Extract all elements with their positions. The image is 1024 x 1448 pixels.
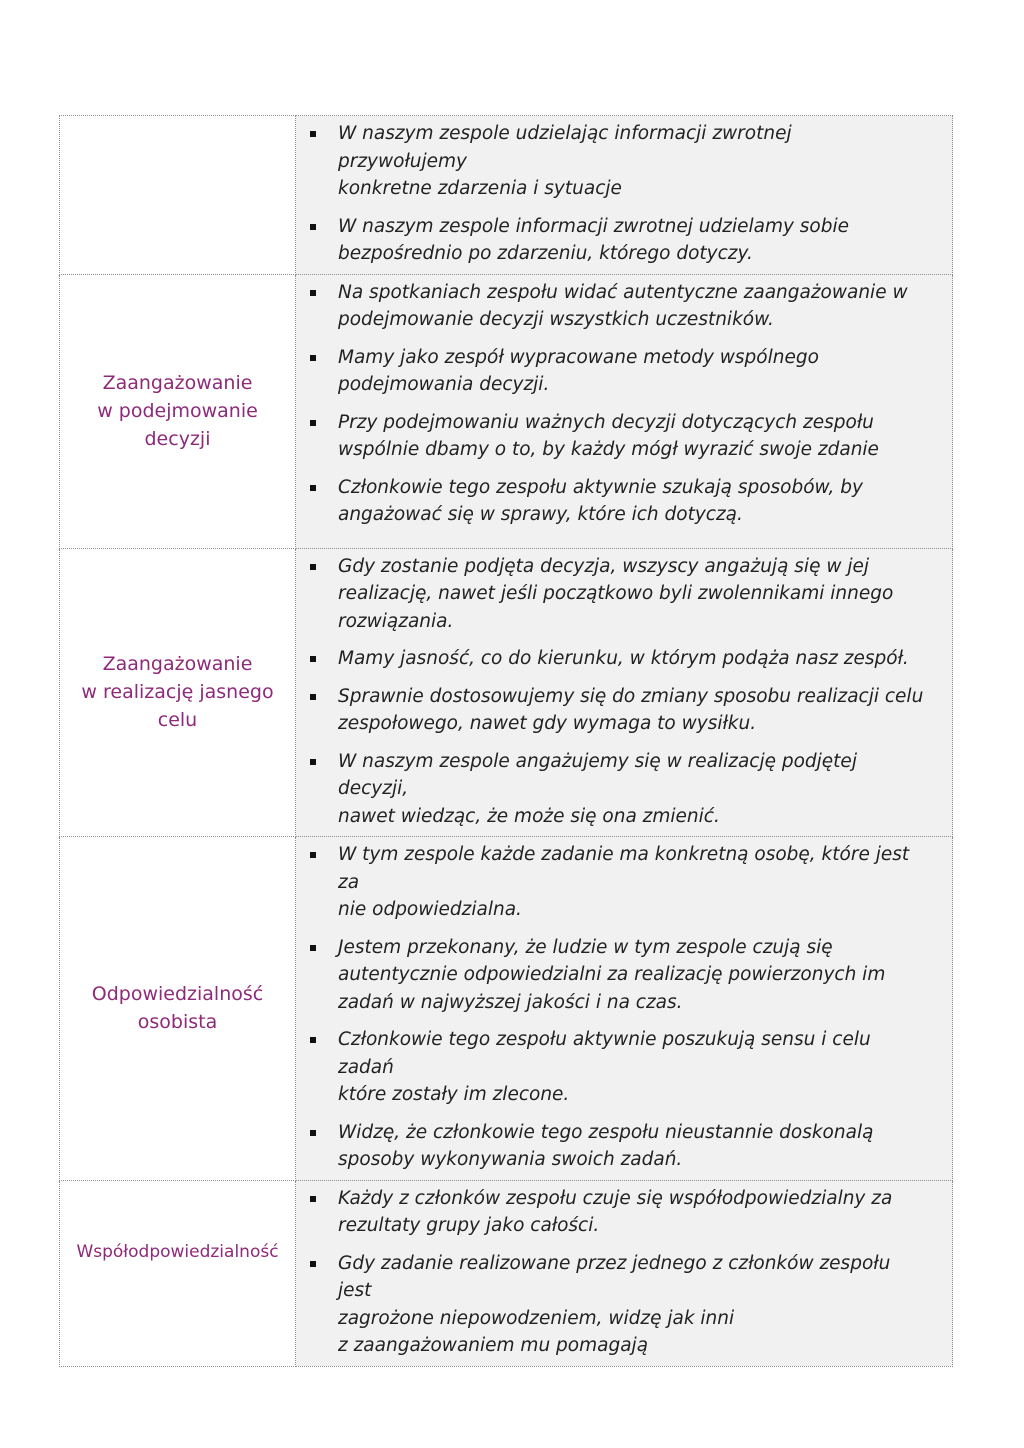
square-bullet-icon bbox=[310, 759, 316, 765]
list-item bbox=[306, 120, 926, 203]
list-item bbox=[306, 213, 926, 268]
item-list bbox=[306, 1185, 926, 1360]
table-row bbox=[60, 274, 953, 548]
category-cell bbox=[60, 837, 296, 1181]
list-item bbox=[306, 344, 926, 399]
item-text: Członkowie tego zespołu aktywnie poszukują sensu i celu zadań które zostały im zlecone. bbox=[338, 1029, 871, 1105]
square-bullet-icon bbox=[310, 945, 316, 951]
square-bullet-icon bbox=[310, 290, 316, 296]
items-cell bbox=[296, 274, 953, 548]
item-text: Widzę, że członkowie tego zespołu nieustannie doskonalą sposoby wykonywania swoich zadań. bbox=[338, 1121, 874, 1170]
item-text: Jestem przekonany, że ludzie w tym zespole czują się autentycznie odpowiedzialni za realizację powierzonych im zadań w najwyższej jakości i na czas. bbox=[338, 936, 886, 1013]
table-row bbox=[60, 548, 953, 837]
items-cell bbox=[296, 837, 953, 1181]
list-item bbox=[306, 409, 926, 464]
list-item bbox=[306, 553, 926, 636]
item-text: Gdy zadanie realizowane przez jednego z członków zespołu jest zagrożone niepowodzeniem, widzę jak inni z zaangażowaniem mu pomagają bbox=[338, 1252, 891, 1356]
category-label: Zaangażowanie w realizację jasnego celu bbox=[81, 653, 274, 732]
square-bullet-icon bbox=[310, 694, 316, 700]
items-cell bbox=[296, 1180, 953, 1366]
square-bullet-icon bbox=[310, 420, 316, 426]
item-list bbox=[306, 841, 926, 1174]
category-cell bbox=[60, 1180, 296, 1366]
list-item bbox=[306, 841, 926, 924]
list-item bbox=[306, 748, 926, 831]
category-cell bbox=[60, 548, 296, 837]
items-cell bbox=[296, 116, 953, 275]
list-item bbox=[306, 1250, 926, 1360]
item-list bbox=[306, 279, 926, 529]
list-item bbox=[306, 1119, 926, 1174]
square-bullet-icon bbox=[310, 1196, 316, 1202]
list-item bbox=[306, 934, 926, 1017]
square-bullet-icon bbox=[310, 1130, 316, 1136]
category-cell bbox=[60, 116, 296, 275]
square-bullet-icon bbox=[310, 1261, 316, 1267]
list-item bbox=[306, 279, 926, 334]
item-list bbox=[306, 553, 926, 831]
square-bullet-icon bbox=[310, 131, 316, 137]
item-text: Każdy z członków zespołu czuje się współodpowiedzialny za rezultaty grupy jako całości. bbox=[338, 1187, 893, 1236]
category-cell bbox=[60, 274, 296, 548]
list-item bbox=[306, 683, 926, 738]
item-text: Gdy zostanie podjęta decyzja, wszyscy angażują się w jej realizację, nawet jeśli początkowo byli zwolennikami innego rozwiązania. bbox=[338, 555, 894, 632]
list-item bbox=[306, 1026, 926, 1109]
item-text: W naszym zespole udzielając informacji zwrotnej przywołujemy konkretne zdarzenia i sytuacje bbox=[338, 123, 792, 199]
category-label: Współodpowiedzialność bbox=[76, 1241, 279, 1262]
item-text: Sprawnie dostosowujemy się do zmiany sposobu realizacji celu zespołowego, nawet gdy wymaga to wysiłku. bbox=[338, 685, 924, 734]
table-row bbox=[60, 1180, 953, 1366]
category-label: Odpowiedzialność osobista bbox=[91, 983, 264, 1034]
list-item bbox=[306, 645, 926, 673]
item-text: W naszym zespole angażujemy się w realizację podjętej decyzji, nawet wiedząc, że może się ona zmienić. bbox=[338, 750, 857, 827]
list-item bbox=[306, 474, 926, 529]
square-bullet-icon bbox=[310, 564, 316, 570]
item-text: Mamy jasność, co do kierunku, w którym podąża nasz zespół. bbox=[338, 648, 909, 669]
item-text: Przy podejmowaniu ważnych decyzji dotyczących zespołu wspólnie dbamy o to, by każdy mógł wyrazić swoje zdanie bbox=[338, 411, 879, 460]
square-bullet-icon bbox=[310, 1037, 316, 1043]
category-label: Zaangażowanie w podejmowanie decyzji bbox=[97, 372, 258, 450]
square-bullet-icon bbox=[310, 656, 316, 662]
item-text: W tym zespole każde zadanie ma konkretną osobę, które jest za nie odpowiedzialna. bbox=[338, 844, 910, 920]
item-text: Na spotkaniach zespołu widać autentyczne zaangażowanie w podejmowanie decyzji wszystkich uczestników. bbox=[338, 281, 908, 330]
square-bullet-icon bbox=[310, 224, 316, 230]
square-bullet-icon bbox=[310, 852, 316, 858]
item-text: Członkowie tego zespołu aktywnie szukają sposobów, by angażować się w sprawy, które ich dotyczą. bbox=[338, 476, 863, 525]
table-row bbox=[60, 116, 953, 275]
list-item bbox=[306, 1185, 926, 1240]
square-bullet-icon bbox=[310, 355, 316, 361]
table-row bbox=[60, 837, 953, 1181]
square-bullet-icon bbox=[310, 485, 316, 491]
questionnaire-table bbox=[59, 115, 953, 1367]
items-cell bbox=[296, 548, 953, 837]
item-text: Mamy jako zespół wypracowane metody wspólnego podejmowania decyzji. bbox=[338, 346, 819, 395]
item-list bbox=[306, 120, 926, 268]
item-text: W naszym zespole informacji zwrotnej udzielamy sobie bezpośrednio po zdarzeniu, którego dotyczy. bbox=[338, 215, 850, 264]
